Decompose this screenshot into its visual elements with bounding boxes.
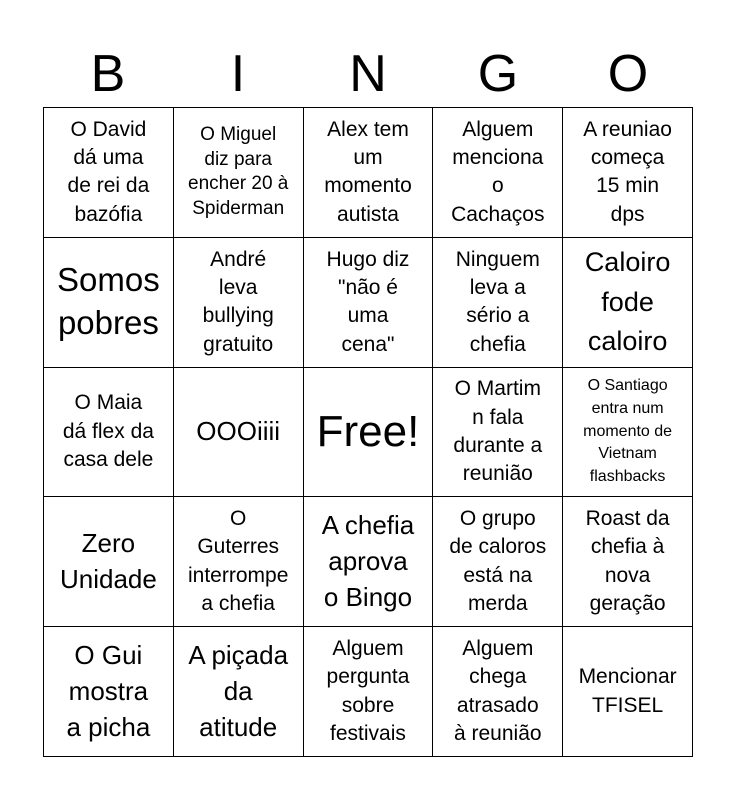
bingo-cell[interactable] — [563, 497, 693, 627]
bingo-cell[interactable] — [433, 238, 563, 368]
bingo-cell[interactable] — [44, 627, 174, 757]
bingo-header — [43, 42, 693, 106]
bingo-cell-text: Hugo diz "não é uma cena" — [326, 247, 410, 356]
bingo-cell-text: O David dá uma de rei da bazófia — [67, 117, 150, 226]
bingo-cell[interactable] — [44, 108, 174, 238]
header-letter-g: G — [477, 45, 519, 103]
bingo-cell[interactable] — [563, 368, 693, 498]
bingo-cell-text: O grupo de caloros está na merda — [449, 507, 547, 616]
bingo-cell[interactable] — [304, 108, 434, 238]
bingo-cell-text: O Maia dá flex da casa dele — [62, 391, 154, 472]
header-letter-o: O — [607, 45, 649, 103]
bingo-cell[interactable] — [304, 497, 434, 627]
bingo-cell-text: O Martim n fala durante a reunião — [453, 377, 543, 486]
bingo-cell-text: Roast da chefia à nova geração — [585, 507, 670, 616]
bingo-cell[interactable] — [174, 368, 304, 498]
free-space-cell[interactable] — [304, 368, 434, 498]
bingo-cell[interactable] — [433, 368, 563, 498]
bingo-cell-text: Caloiro fode caloiro — [584, 247, 671, 356]
bingo-cell[interactable] — [433, 627, 563, 757]
bingo-cell[interactable] — [44, 238, 174, 368]
bingo-cell[interactable] — [563, 108, 693, 238]
bingo-cell[interactable] — [44, 497, 174, 627]
bingo-cell-text: Zero Unidade — [59, 527, 157, 594]
bingo-cell-text: Free! — [316, 406, 420, 456]
bingo-cell-text: Alguem menciona o Cachaços — [451, 117, 545, 226]
bingo-cell-text: Alex tem um momento autista — [324, 117, 412, 226]
bingo-cell[interactable] — [174, 497, 304, 627]
bingo-cell-text: Somos pobres — [57, 261, 160, 342]
bingo-cell[interactable] — [174, 238, 304, 368]
bingo-cell[interactable] — [44, 368, 174, 498]
bingo-cell-text: O Santiago entra num momento de Vietnam flashbacks — [583, 377, 673, 486]
bingo-cell-text: Ninguem leva a sério a chefia — [455, 247, 540, 356]
bingo-cell-text: OOOiiii — [196, 416, 281, 447]
bingo-card — [43, 107, 693, 757]
bingo-cell-text: O Guterres interrompe a chefia — [188, 507, 289, 616]
bingo-cell-text: A reuniao começa 15 min dps — [583, 117, 672, 226]
bingo-cell[interactable] — [433, 497, 563, 627]
bingo-cell-text: A piçada da atitude — [188, 639, 289, 742]
bingo-cell-text: Mencionar TFISEL — [578, 665, 677, 717]
bingo-cell[interactable] — [174, 108, 304, 238]
bingo-cell-text: A chefia aprova o Bingo — [321, 509, 415, 612]
bingo-cell[interactable] — [304, 627, 434, 757]
bingo-cell[interactable] — [563, 627, 693, 757]
bingo-cell-text: André leva bullying gratuito — [202, 247, 274, 356]
header-letter-b: B — [90, 45, 126, 103]
bingo-cell[interactable] — [304, 238, 434, 368]
header-letter-i: I — [230, 45, 246, 103]
bingo-cell-text: O Miguel diz para encher 20 à Spiderman — [188, 124, 289, 220]
bingo-cell[interactable] — [433, 108, 563, 238]
bingo-cell-text: O Gui mostra a picha — [66, 639, 151, 742]
header-letter-n: N — [349, 45, 387, 103]
bingo-cell[interactable] — [563, 238, 693, 368]
bingo-cell-text: Alguem pergunta sobre festivais — [326, 636, 410, 745]
bingo-cell[interactable] — [174, 627, 304, 757]
bingo-cell-text: Alguem chega atrasado à reunião — [454, 636, 542, 745]
